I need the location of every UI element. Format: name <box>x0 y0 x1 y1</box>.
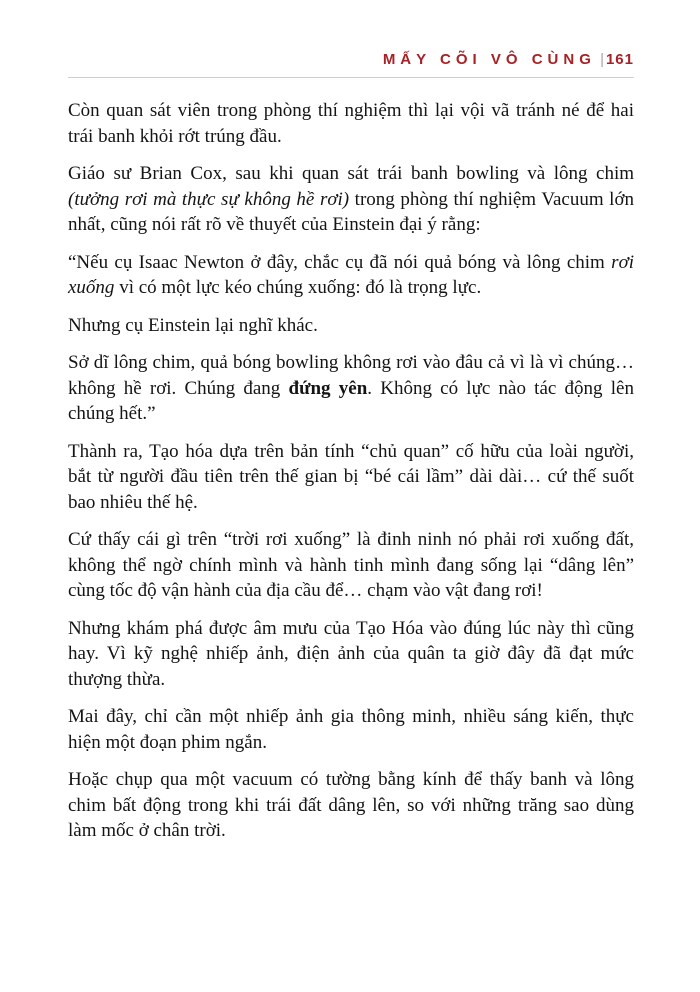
text-segment-normal: trong phòng thí nghiệm Vacuum lớn nhất, cũng nói rất rõ về thuyết của Einstein đại ý rằng: <box>68 188 635 235</box>
text-segment-normal: Giáo sư Brian Cox, sau khi quan sát trái banh bowling và lông chim <box>68 163 634 184</box>
paragraph <box>68 439 634 516</box>
paragraph <box>68 98 634 149</box>
text-segment-normal: Thành ra, Tạo hóa dựa trên bản tính “chủ quan” cố hữu của loài người, bắt từ người đầu tiên trên thế gian bị “bé cái lầm” dài dài… cứ thế suốt bao nhiêu thế hệ. <box>68 440 634 513</box>
running-head <box>68 50 634 70</box>
paragraph <box>68 350 634 427</box>
text-segment-normal: Mai đây, chỉ cần một nhiếp ảnh gia thông minh, nhiều sáng kiến, thực hiện một đoạn phim ngắn. <box>68 706 634 753</box>
text-segment-normal: Còn quan sát viên trong phòng thí nghiệm thì lại vội vã tránh né để hai trái banh khỏi rớt trúng đầu. <box>68 100 634 147</box>
text-segment-normal: . Không có lực nào tác động lên chúng hết.” <box>68 377 634 424</box>
text-segment-normal: Sở dĩ lông chim, quả bóng bowling không rơi vào đâu cả vì là vì chúng… không hề rơi. Chúng đang <box>68 352 634 399</box>
text-segment-italic: (tưởng rơi mà thực sự không hề rơi) <box>68 188 350 210</box>
header-rule <box>68 77 634 78</box>
text-segment-bold: đứng yên <box>288 377 368 399</box>
text-segment-normal: Nhưng cụ Einstein lại nghĩ khác. <box>68 314 318 336</box>
paragraph <box>68 250 634 301</box>
text-segment-normal: Cứ thấy cái gì trên “trời rơi xuống” là đinh ninh nó phải rơi xuống đất, không thể ngờ chính mình và hành tinh mình đang sống lại “dâng lên” cùng tốc độ vận hành của địa cầu để… chạm vào vật đang rơi! <box>68 529 634 601</box>
text-segment-normal: Nhưng khám phá được âm mưu của Tạo Hóa vào đúng lúc này thì cũng hay. Vì kỹ nghệ nhiếp ảnh, điện ảnh của quân ta giờ đây đã đạt mức thượng thừa. <box>68 617 634 690</box>
text-segment-italic: rơi xuống <box>68 251 634 298</box>
page-body-text <box>68 98 634 844</box>
paragraph <box>68 616 634 693</box>
paragraph <box>68 161 634 238</box>
paragraph <box>68 704 634 755</box>
text-segment-normal: “Nếu cụ Isaac Newton ở đây, chắc cụ đã nói quả bóng và lông chim <box>68 251 612 273</box>
text-segment-normal: vì có một lực kéo chúng xuống: đó là trọng lực. <box>114 277 482 298</box>
text-segment-normal: Hoặc chụp qua một vacuum có tường bằng kính để thấy banh và lông chim bất động trong khi trái đất dâng lên, so với những trăng sao dùng làm mốc ở chân trời. <box>68 769 634 841</box>
paragraph <box>68 313 634 339</box>
header-separator: | <box>600 51 604 68</box>
paragraph <box>68 767 634 844</box>
page-number: 161 <box>605 51 634 68</box>
paragraph <box>68 527 634 604</box>
book-title: MẤY CÕI VÔ CÙNG <box>382 51 596 68</box>
